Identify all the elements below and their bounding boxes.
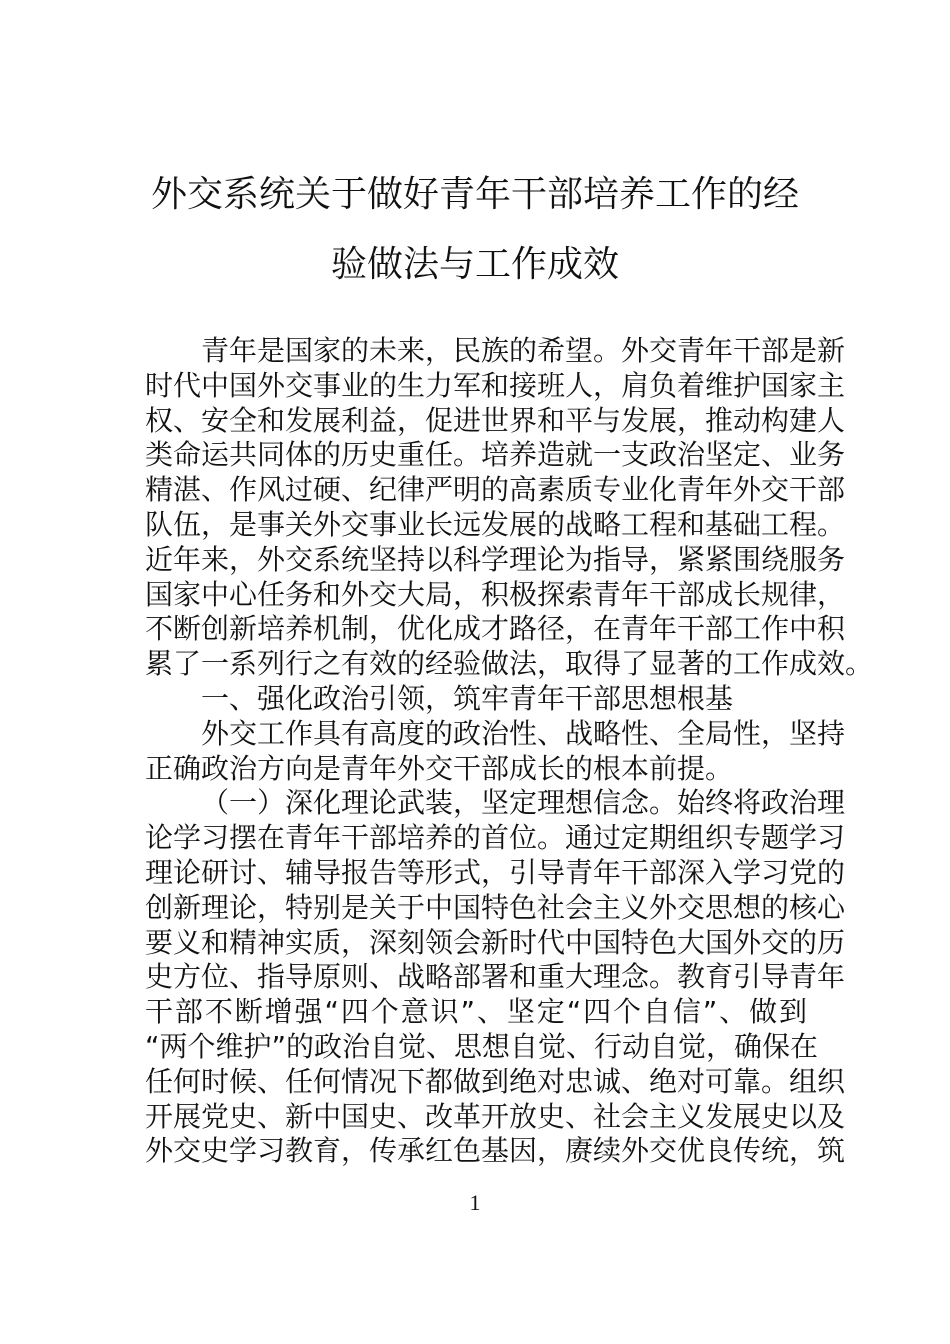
- text-line: 不断创新培养机制，优化成才路径，在青年干部工作中积: [145, 612, 846, 646]
- section-heading: [145, 682, 807, 717]
- text-line: 要义和精神实质，深刻领会新时代中国特色大国外交的历: [145, 925, 846, 959]
- text-line: 近年来，外交系统坚持以科学理论为指导，紧紧围绕服务: [145, 542, 846, 576]
- text-line: 累了一系列行之有效的经验做法，取得了显著的工作成效。: [145, 647, 874, 681]
- text-line: 时代中国外交事业的生力军和接班人，肩负着维护国家主: [145, 368, 846, 402]
- text-line: 一、强化政治引领，筑牢青年干部思想根基: [201, 681, 734, 715]
- document-title: [0, 160, 950, 300]
- paragraph: [145, 334, 874, 682]
- text-line: 理论研讨、辅导报告等形式，引导青年干部深入学习党的: [145, 855, 846, 889]
- text-line: 权、安全和发展利益，促进世界和平与发展，推动构建人: [145, 403, 846, 437]
- document-body: [145, 334, 874, 1169]
- text-line: 精湛、作风过硬、纪律严明的高素质专业化青年外交干部: [145, 473, 846, 507]
- text-line: 开展党史、新中国史、改革开放史、社会主义发展史以及: [145, 1099, 846, 1133]
- text-line: 史方位、指导原则、战略部署和重大理念。教育引导青年: [145, 960, 846, 994]
- text-line: 青年是国家的未来，民族的希望。外交青年干部是新: [201, 334, 846, 367]
- text-line: 创新理论，特别是关于中国特色社会主义外交思想的核心: [145, 890, 846, 924]
- text-line: 队伍，是事关外交事业长远发展的战略工程和基础工程。: [145, 507, 846, 541]
- paragraph: [145, 716, 846, 787]
- text-line: 正确政治方向是青年外交干部成长的根本前提。: [145, 751, 734, 785]
- text-line: 任何时候、任何情况下都做到绝对忠诚、绝对可靠。组织: [145, 1064, 846, 1098]
- text-line: 外交工作具有高度的政治性、战略性、全局性，坚持: [201, 716, 846, 750]
- page-number: 1: [469, 1190, 481, 1215]
- text-line: （一）深化理论武装，坚定理想信念。始终将政治理: [201, 786, 846, 820]
- text-line: 论学习摆在青年干部培养的首位。通过定期组织专题学习: [145, 821, 846, 855]
- text-line: “两个维护”的政治自觉、思想自觉、行动自觉，确保在: [145, 1029, 819, 1063]
- text-line: 国家中心任务和外交大局，积极探索青年干部成长规律，: [145, 577, 846, 611]
- text-line: 类命运共同体的历史重任。培养造就一支政治坚定、业务: [145, 438, 846, 472]
- title-line-1: 外交系统关于做好青年干部培养工作的经: [150, 174, 799, 215]
- text-line: 外交史学习教育，传承红色基因，赓续外交优良传统，筑: [145, 1134, 846, 1168]
- paragraph: [145, 786, 846, 1169]
- title-line-2: 验做法与工作成效: [330, 244, 619, 285]
- text-line: 干部不断增强“四个意识”、坚定“四个自信”、做到: [145, 995, 807, 1029]
